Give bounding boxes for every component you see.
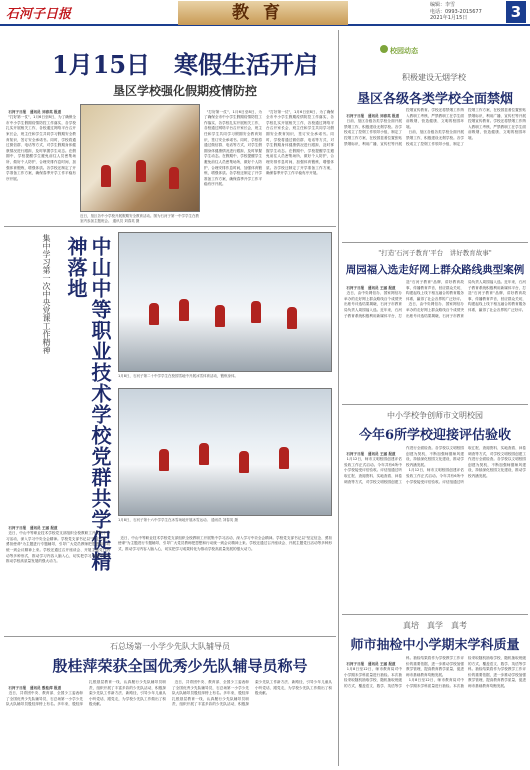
- student-figure: [199, 443, 209, 465]
- feature-caption-text: 1月8日，石河子第十六中学学生在冰雪场地开展冰雪运动。: [118, 518, 210, 522]
- right-top-body-cont: 日前，垦区各级各类学校全面开展禁烟工作，积极建设无烟学校。各学校成立了控烟工作领导小组，制定了控烟工作方案，在校园显著位置张贴禁烟标识，利用广播、宣传栏等开展控烟宣传教育。学校还将禁烟工作纳入教职工考核，严禁教职工在学生面前吸烟，营造健康、文明的校园环境。: [406, 108, 526, 146]
- student-figure: [136, 160, 146, 182]
- right-mid-kicker: "打造'石河子教育'平台 讲好教育故事": [378, 249, 492, 257]
- feature-photo-1: [118, 232, 332, 372]
- main-photo-caption: [80, 214, 200, 224]
- newspaper-logo: 石河子日报: [6, 7, 72, 22]
- page-number: 3: [506, 1, 526, 23]
- main-photo: [80, 104, 200, 212]
- right-mid2-body-text: 1月12日，师市文明校园创建评估验收工作正式启动。今年共有6所中小学校接受评估验收。评估组通过听取汇报、查阅资料、实地查看、问卷调查等方式，对学校文明校园创建工作进行全面检查。各学校以文明校园创建为契机，不断加强师德师风建设，持续深化校园文化建设，推动学校内涵发展。: [344, 446, 464, 484]
- main-body-cont2: "打好第一仗"，1月6日至8日，为了确保全市中小学生假期疫情防控工作落实，各学校扎实开展相关工作，各校通过网络平台召开家长会，班主任和学生共同学习假期安全教育知识，签订安全承诺书。同时，学校将通过微信群、电话等方式，对学生假期身体健康情况进行跟踪，及时掌握学生动态。在假期中，学校提醒学生避免前往人员密集场所，做好个人防护，合理安排作息时间，加强体育锻炼，增强体质。各学校还制定了开学准备工作方案，确保春季开学工作平稳有序开展。: [266, 109, 334, 176]
- right-bottom-byline: 石河子日报 通讯员 王丽 报道: [346, 661, 396, 666]
- student-figure: [251, 301, 261, 323]
- right-mid-body-text: 近日，由中央网信办、国家网信办举办的走好网上群众路线百个成绩突出账号评选结果揭晓，石河子市教育局负责人周园福入选。近年来，石河子教育系统积极利用新媒体平台，打造"石河子教育"品牌，讲好教育故事，传播教育声音，回应群众关切，构建起线上线下相互融合的教育服务体系，赢得了社会各界的广泛好评。: [344, 280, 464, 318]
- column-divider: [338, 30, 339, 766]
- main-byline: 石河子日报 通讯员 刘春英 报道: [8, 109, 62, 114]
- right-bottom-headline: 师市抽检中小学期末学科质量: [350, 638, 520, 653]
- right-mid2-byline: 石河子日报 通讯员 王丽 报道: [346, 451, 396, 456]
- student-figure: [179, 299, 189, 321]
- right-mid2-body-cont: 1月12日，师市文明校园创建评估验收工作正式启动。今年共有6所中小学校接受评估验收。评估组通过听取汇报、查阅资料、实地查看、问卷调查等方式，对学校文明校园创建工作进行全面检查。各学校以文明校园创建为契机，不断加强师德师风建设，持续深化校园文化建设，推动学校内涵发展。: [406, 446, 526, 484]
- right-top-byline: 石河子日报 通讯员 刘春英 报道: [346, 113, 400, 118]
- student-figure: [239, 451, 249, 473]
- bottom-body-text-cont: 近日，共青团中央、教育部、全国少工委表彰了全国优秀少先队辅导员，石总场第一小学少先队大队辅导员殷桂萍榜上有名。多年来，殷桂萍扎根基层教育一线，认真履行少先队辅导员职责，组织开展了丰富多彩的少先队活动，积极探索少先队工作新方法、新路径，引导少年儿童从小听党话、跟党走，为学校少先队工作做出了积极贡献。: [172, 680, 332, 707]
- main-body: "打好第一仗"，1月6日至8日，为了确保全市中小学生假期疫情防控工作落实，各学校扎实开展相关工作，各校通过网络平台召开家长会，班主任和学生共同学习假期安全教育知识，签订安全承诺书。同时，学校将通过微信群、电话等方式，对学生假期身体健康情况进行跟踪，及时掌握学生动态。在假期中，学校提醒学生避免前往人员密集场所，做好个人防护，合理安排作息时间，加强体育锻炼，增强体质。各学校还制定了开学准备工作方案，确保春季开学工作平稳有序开展。: [6, 115, 76, 181]
- right-mid2-kicker: 中小学校争创师市文明校园: [387, 411, 483, 420]
- main-subheadline: 垦区学校强化假期疫情防控: [112, 84, 257, 98]
- divider: [342, 242, 528, 243]
- bottom-kicker: 石总场第一小学少先队大队辅导员: [110, 642, 230, 651]
- right-top-kicker: 积极建设无烟学校: [402, 73, 466, 82]
- main-caption-text: 近日，垦区各中小学校开展假期安全教育活动。图为石河子第一中学学生在教室内参加主题班会。: [80, 214, 199, 223]
- right-bottom-body-text: 1月8日至12日，师市教育局对中小学期末学科质量进行抽检。本次抽检采取随机抽取学校、随机抽取班级的方式，覆盖语文、数学、英语等学科。抽检结果将作为学校教学工作评价的重要依据，进一步推动学校加强教学管理，提高教育教学质量，促进师市基础教育均衡发展。: [344, 656, 464, 688]
- divider: [342, 404, 528, 405]
- student-figure: [279, 447, 289, 469]
- student-figure: [287, 307, 297, 329]
- bottom-body-text: 近日，共青团中央、教育部、全国少工委表彰了全国优秀少先队辅导员，石总场第一小学少先队大队辅导员殷桂萍榜上有名。多年来，殷桂萍扎根基层教育一线，认真履行少先队辅导员职责，组织开展了丰富多彩的少先队活动，积极探索少先队工作新方法、新路径，引导少年儿童从小听党话、跟党走，为学校少先队工作做出了积极贡献。: [6, 680, 166, 707]
- bottom-body: [6, 680, 332, 766]
- divider: [4, 226, 336, 227]
- right-top-headline: 垦区各级各类学校全面禁烟: [356, 92, 513, 107]
- main-article-col1: [6, 104, 76, 219]
- right-mid-body-cont: 近日，由中央网信办、国家网信办举办的走好网上群众路线百个成绩突出账号评选结果揭晓，石河子市教育局负责人周园福入选。近年来，石河子教育系统积极利用新媒体平台，打造"石河子教育"品牌，讲好教育故事，传播教育声音，回应群众关切，构建起线上线下相互融合的教育服务体系，赢得了社会各界的广泛好评。: [406, 280, 526, 318]
- edition-meta: [430, 2, 482, 22]
- feature-byline: 石河子日报 通讯员 王丽 报道: [8, 525, 58, 530]
- editor-line: 编辑：李雪: [430, 2, 456, 8]
- bottom-headline: 殷桂萍荣获全国优秀少先队辅导员称号: [52, 657, 308, 675]
- bottom-byline: 石河子日报 通讯员 殷桂萍 报道: [8, 685, 62, 690]
- student-figure: [215, 305, 225, 327]
- feature-caption-credit: 通讯员 刘春英 摄: [211, 518, 238, 522]
- phone-line: 电话：0993-2015677: [430, 8, 482, 15]
- right-top-body: [344, 108, 526, 238]
- feature-body-text: 近日，中山中等职业技术学校党支部组织全校教职工开展集中学习活动，深入学习中央全会精神。学校党支部书记以"坚定信念、勇担使命"为主题进行专题辅导，引导广大党员教师把思想和行动统一到会议精神上来。学校还通过召开座谈会、开展主题党日活动等多种形式，推动学习内容入脑入心，切实把学习成果转化为推动学校高质量发展的强大动力。: [6, 531, 110, 564]
- right-mid2-headline: 今年6所学校迎接评估验收: [358, 428, 512, 443]
- date-line: 2021年1月15日: [430, 15, 468, 21]
- right-bottom-body-cont: 1月8日至12日，师市教育局对中小学期末学科质量进行抽检。本次抽检采取随机抽取学校、随机抽取班级的方式，覆盖语文、数学、英语等学科。抽检结果将作为学校教学工作评价的重要依据，进一步推动学校加强教学管理，提高教育教学质量，促进师市基础教育均衡发展。: [406, 656, 526, 688]
- feature-photo-2: [118, 388, 332, 516]
- student-figure: [149, 303, 159, 325]
- divider: [4, 636, 336, 637]
- student-figure: [101, 165, 111, 187]
- main-headline: 1月15日 寒假生活开启: [51, 50, 319, 79]
- main-caption-credit: 通讯员 刘春英 摄: [112, 219, 140, 223]
- campus-news-icon: [380, 45, 388, 53]
- feature-kicker: 集中学习第一次中央党课工作精神: [42, 234, 51, 354]
- feature-photo-1-caption: 1月8日，石河子第二十中学学生在校园雪地中开展冰雪体育活动，锻炼身体。: [118, 374, 238, 378]
- right-mid-body: [344, 280, 526, 400]
- right-bottom-kicker: 真培 真学 真考: [403, 621, 467, 630]
- masthead: [0, 0, 530, 26]
- right-mid-byline: 石河子日报 通讯员 王丽 报道: [346, 285, 396, 290]
- main-body-cont: "打好第一仗"，1月6日至8日，为了确保全市中小学生假期疫情防控工作落实，各学校扎实开展相关工作，各校通过网络平台召开家长会，班主任和学生共同学习假期安全教育知识，签订安全承诺书。同时，学校将通过微信群、电话等方式，对学生假期身体健康情况进行跟踪，及时掌握学生动态。在假期中，学校提醒学生避免前往人员密集场所，做好个人防护，合理安排作息时间，加强体育锻炼，增强体质。各学校还制定了开学准备工作方案，确保春季开学工作平稳有序开展。: [204, 109, 262, 187]
- right-mid-headline: 周园福入选走好网上群众路线典型案例: [345, 264, 525, 276]
- main-article-col3: [204, 104, 262, 219]
- main-article-col4: [266, 104, 334, 219]
- feature-headline: 中山中等职业技术学校党群共学促精神落地: [64, 236, 112, 572]
- section-title: 教育: [178, 1, 348, 25]
- feature-body-cont: [118, 530, 332, 630]
- student-figure: [169, 167, 179, 189]
- feature-body: [6, 520, 110, 620]
- divider: [342, 614, 528, 615]
- right-top-body-text: 日前，垦区各级各类学校全面开展禁烟工作，积极建设无烟学校。各学校成立了控烟工作领导小组，制定了控烟工作方案，在校园显著位置张贴禁烟标识，利用广播、宣传栏等开展控烟宣传教育。学校还将禁烟工作纳入教职工考核，严禁教职工在学生面前吸烟，营造健康、文明的校园环境。: [344, 108, 464, 146]
- right-mid2-body: [344, 446, 526, 596]
- feature-body-text-cont: 近日，中山中等职业技术学校党支部组织全校教职工开展集中学习活动，深入学习中央全会精神。学校党支部书记以"坚定信念、勇担使命"为主题进行专题辅导，引导广大党员教师把思想和行动统一到会议精神上来。学校还通过召开座谈会、开展主题党日活动等多种形式，推动学习内容入脑入心，切实把学习成果转化为推动学校高质量发展的强大动力。: [118, 535, 332, 551]
- feature-photo-2-caption: [118, 518, 332, 523]
- campus-news-tag: 校园动态: [390, 47, 418, 55]
- right-bottom-body: [344, 656, 526, 766]
- student-figure: [159, 449, 169, 471]
